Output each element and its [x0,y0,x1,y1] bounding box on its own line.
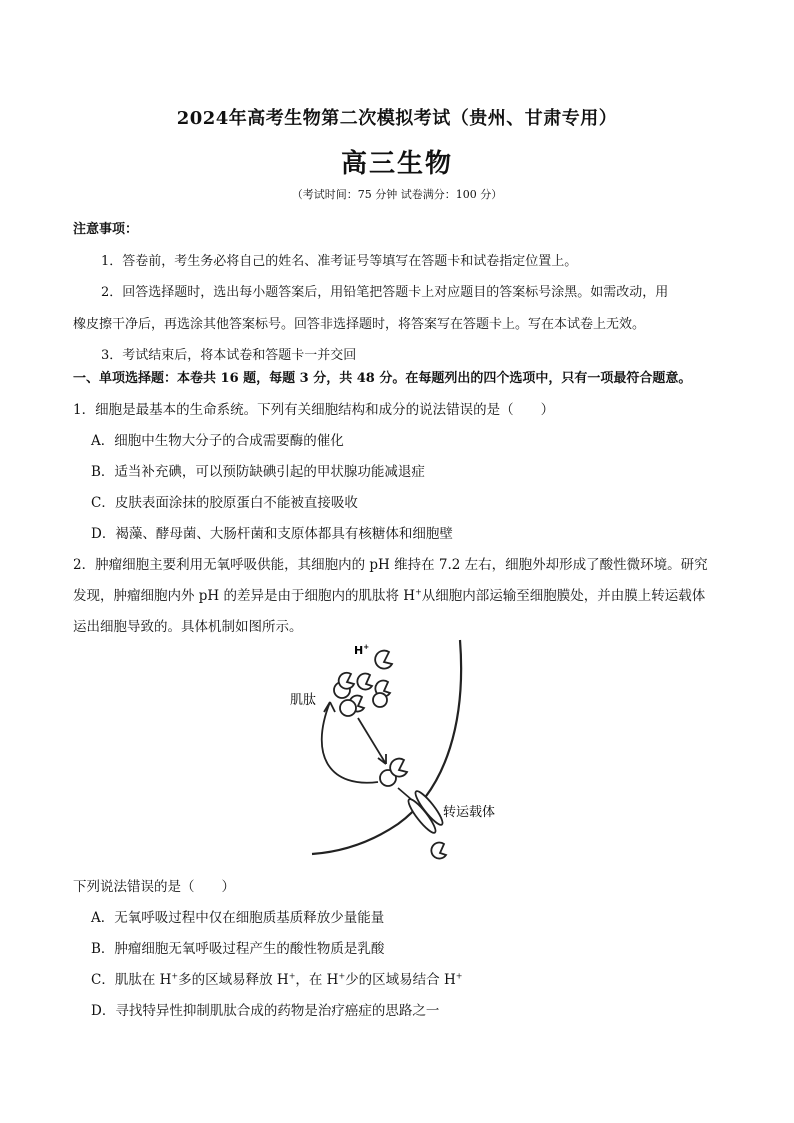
question-2-stem-line-1: 2．肿瘤细胞主要利用无氧呼吸供能，其细胞内的 pH 维持在 7.2 左右，细胞外却形成了酸性微环境。研究 [73,557,708,573]
superscript-plus: + [415,587,422,597]
superscript-plus: + [288,971,296,981]
exam-title: 2024年高考生物第二次模拟考试（贵州、甘肃专用） [176,108,618,129]
question-1-option-b: B．适当补充碘，可以预防缺碘引起的甲状腺功能减退症 [91,464,425,480]
figure-background [280,638,510,870]
carnosine-mechanism-figure [280,638,510,870]
h-ion-label: H+ [354,643,370,657]
question-1-option-d: D．褐藻、酵母菌、大肠杆菌和支原体都具有核糖体和细胞壁 [91,526,453,542]
notice-item-3: 3．考试结束后，将本试卷和答题卡一并交回 [101,348,357,363]
stem-text: 从细胞内部运输至细胞膜处，并由膜上转运载体 [421,588,706,604]
carnosine-icon [340,700,356,716]
question-1-option-a: A．细胞中生物大分子的合成需要酶的催化 [91,433,344,449]
notice-item-2-continued: 橡皮擦干净后，再选涂其他答案标号。回答非选择题时，将答案写在答题卡上。写在本试卷上无效。 [73,317,646,332]
question-2-stem-line-3: 运出细胞导致的。具体机制如图所示。 [73,619,303,635]
question-2-option-d: D．寻找特异性抑制肌肽合成的药物是治疗癌症的思路之一 [91,1003,440,1019]
exam-info: （考试时间：75 分钟 试卷满分：100 分） [291,188,503,201]
option-text: 多的区域易释放 H [178,972,289,988]
question-2-option-a: A．无氧呼吸过程中仅在细胞质基质释放少量能量 [91,910,385,926]
notice-item-2: 2．回答选择题时，选出每小题答案后，用铅笔把答题卡上对应题目的答案标号涂黑。如需改动，用 [101,285,669,300]
question-1-option-c: C．皮肤表面涂抹的胶原蛋白不能被直接吸收 [91,495,358,511]
section-heading: 一、单项选择题：本卷共 16 题，每题 3 分，共 48 分。在每题列出的四个选项中，只有一项最符合题意。 [73,371,692,386]
carrier-label: 转运载体 [443,805,496,820]
option-text: ，在 H [295,972,339,988]
question-2-stem-line-2 [73,584,705,604]
stem-text: 发现，肿瘤细胞内外 pH 的差异是由于细胞内的肌肽将 H [73,588,416,604]
carnosine-icon [373,693,387,707]
option-text: 少的区域易结合 H [345,972,456,988]
peptide-label: 肌肽 [290,693,317,708]
notice-item-1: 1．答卷前，考生务必将自己的姓名、准考证号等填写在答题卡和试卷指定位置上。 [101,254,578,269]
superscript-plus: + [455,971,463,981]
question-1-stem: 1．细胞是最基本的生命系统。下列有关细胞结构和成分的说法错误的是（ ） [73,402,555,418]
question-2-option-b: B．肿瘤细胞无氧呼吸过程产生的酸性物质是乳酸 [91,941,385,957]
question-2-option-c [91,968,462,988]
superscript-plus: + [338,971,346,981]
notice-heading: 注意事项： [73,222,139,237]
question-2-prompt: 下列说法错误的是（ ） [73,879,235,895]
option-text: C．肌肽在 H [91,972,172,988]
superscript-plus: + [171,971,179,981]
subject-title: 高三生物 [340,149,453,179]
